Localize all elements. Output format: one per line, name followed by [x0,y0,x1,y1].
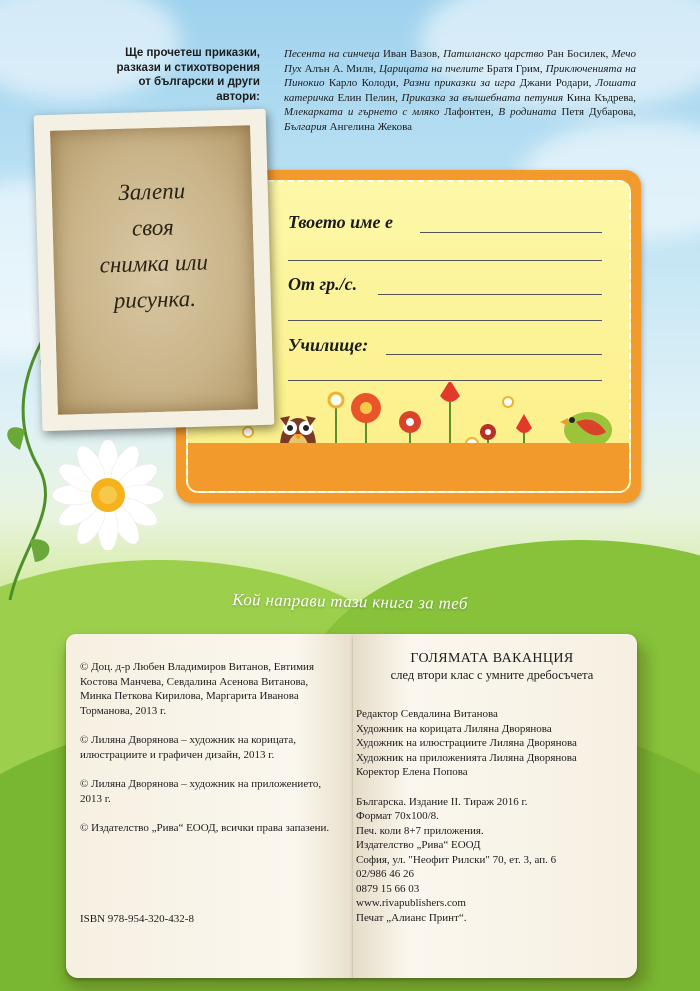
photo-line: Залепи [118,178,186,205]
imprint-list [356,795,628,926]
work-title: България [284,120,327,133]
imprint-line: Печат „Алианс Принт“. [356,911,467,924]
work-author: Елин Пелин [337,91,396,104]
work-author: Иван Вазов [382,48,438,60]
work-title: Мечо Пух [284,48,637,75]
work-author: Карло Колоди [328,77,396,90]
work-author: Ран Босилек [546,48,606,60]
photo-area[interactable] [50,125,258,414]
daisy-icon [48,440,168,550]
class-label: От гр./с. [288,274,358,294]
work-author: Кина Къдрева [566,91,634,104]
copyright-column [80,660,340,851]
work-title: Приключенията на Пинокио [284,62,637,90]
book-title: ГОЛЯМАТА ВАКАНЦИЯ [410,651,574,666]
credit-line: Художник на илюстрациите Лиляна Дворянова [356,737,577,749]
imprint-line: Българска. Издание II. Тираж 2016 г. [356,795,528,808]
copyright-illustrator: © Лиляна Дворянова – художник на корицата, илюстрациите и графичен дизайн, 2013 г. [80,734,296,761]
work-title: Приказка за вълшебната петуния [401,91,564,104]
credits-list [356,707,628,780]
imprint-line: Издателство „Рива“ ЕООД [356,839,481,851]
imprint-line: Формат 70х100/8. [356,810,439,822]
school-line-2[interactable] [288,380,602,381]
class-line-2[interactable] [288,320,602,321]
work-title: В родината [498,106,557,119]
work-title: Млекарката и гърнето с мляко [284,106,440,119]
name-line-2[interactable] [288,260,602,261]
card-bottom-stripe [188,443,629,491]
photo-line: своя [131,214,175,241]
credit-line: Коректор Елена Попова [356,766,468,778]
imprint-line: 0879 15 66 03 [356,882,420,895]
class-line-1[interactable] [378,294,602,295]
intro-heading: Ще прочетеш приказки, разкази и стихотворения от български и други автори: [116,47,260,103]
work-author: Братя Грим [486,62,540,75]
photo-line: снимка или [99,249,209,278]
imprint-line: София, ул. "Неофит Рилски" 70, ет. 3, ап. 6 [356,853,557,866]
work-author: Петя Дубарова [561,106,634,119]
work-title: Царицата на пчелите [379,62,484,75]
name-line-1[interactable] [420,232,602,233]
credit-line: Художник на корицата Лиляна Дворянова [356,722,552,735]
credit-line: Художник на приложенията Лиляна Дворянова [356,751,577,764]
credits-column [356,650,628,940]
photo-instructions [51,171,255,321]
book-subtitle: след втори клас с умните дребосъчета [390,668,594,682]
copyright-publisher: © Издателство „Рива“ ЕООД, всички права запазени. [80,822,330,834]
work-author: Джани Родари [519,77,589,90]
photo-frame[interactable] [34,109,275,431]
isbn: ISBN 978-954-320-432-8 [80,913,194,925]
reading-list: Песента на синчеца Иван Вазов, Патиланско царство Ран Босилек, Мечо Пух Алън А. Милн, Царицата на пчелите Братя Грим, Приключенията на Пинокио Карло Колоди, Разни приказки за игра Джани Родари, Лошата катеричка Елин Пелин, Приказка за вълшебната петуния Кина Къдрева, Млекарката и гърнето с мляко Лафонтен, В родината Петя Дубарова, България Ангелина Жекова [284,48,637,133]
school-line-1[interactable] [386,354,602,355]
name-label: Твоето име е [288,212,393,232]
work-author: Лафонтен [444,106,491,119]
work-author: Алън А. Милн [304,62,374,75]
work-author: Ангелина Жекова [329,120,413,133]
credit-line: Редактор Севдалина Витанова [356,708,498,720]
credits-banner-title: Кой направи тази книга за теб [232,589,468,614]
copyright-authors: © Доц. д-р Любен Владимиров Витанов, Евтимия Костова Манчева, Севдалина Асенова Витанова, Минка Петкова Кирилова, Маргарита Иванова Торманова, 2013 г. [80,661,315,717]
imprint-line: Печ. коли 8+7 приложения. [356,824,484,837]
photo-line: рисунка. [113,285,197,314]
copyright-appendix: © Лиляна Дворянова – художник на приложението, 2013 г. [80,778,322,805]
school-label: Училище: [288,335,369,355]
work-title: Патиланско царство [443,48,544,60]
imprint-line: 02/986 46 26 [356,868,415,880]
work-title: Лошата катеричка [284,77,637,104]
imprint-line[interactable]: www.rivapublishers.com [356,897,466,909]
work-title: Песента на синчеца [284,48,380,60]
work-title: Разни приказки за игра [402,77,516,90]
